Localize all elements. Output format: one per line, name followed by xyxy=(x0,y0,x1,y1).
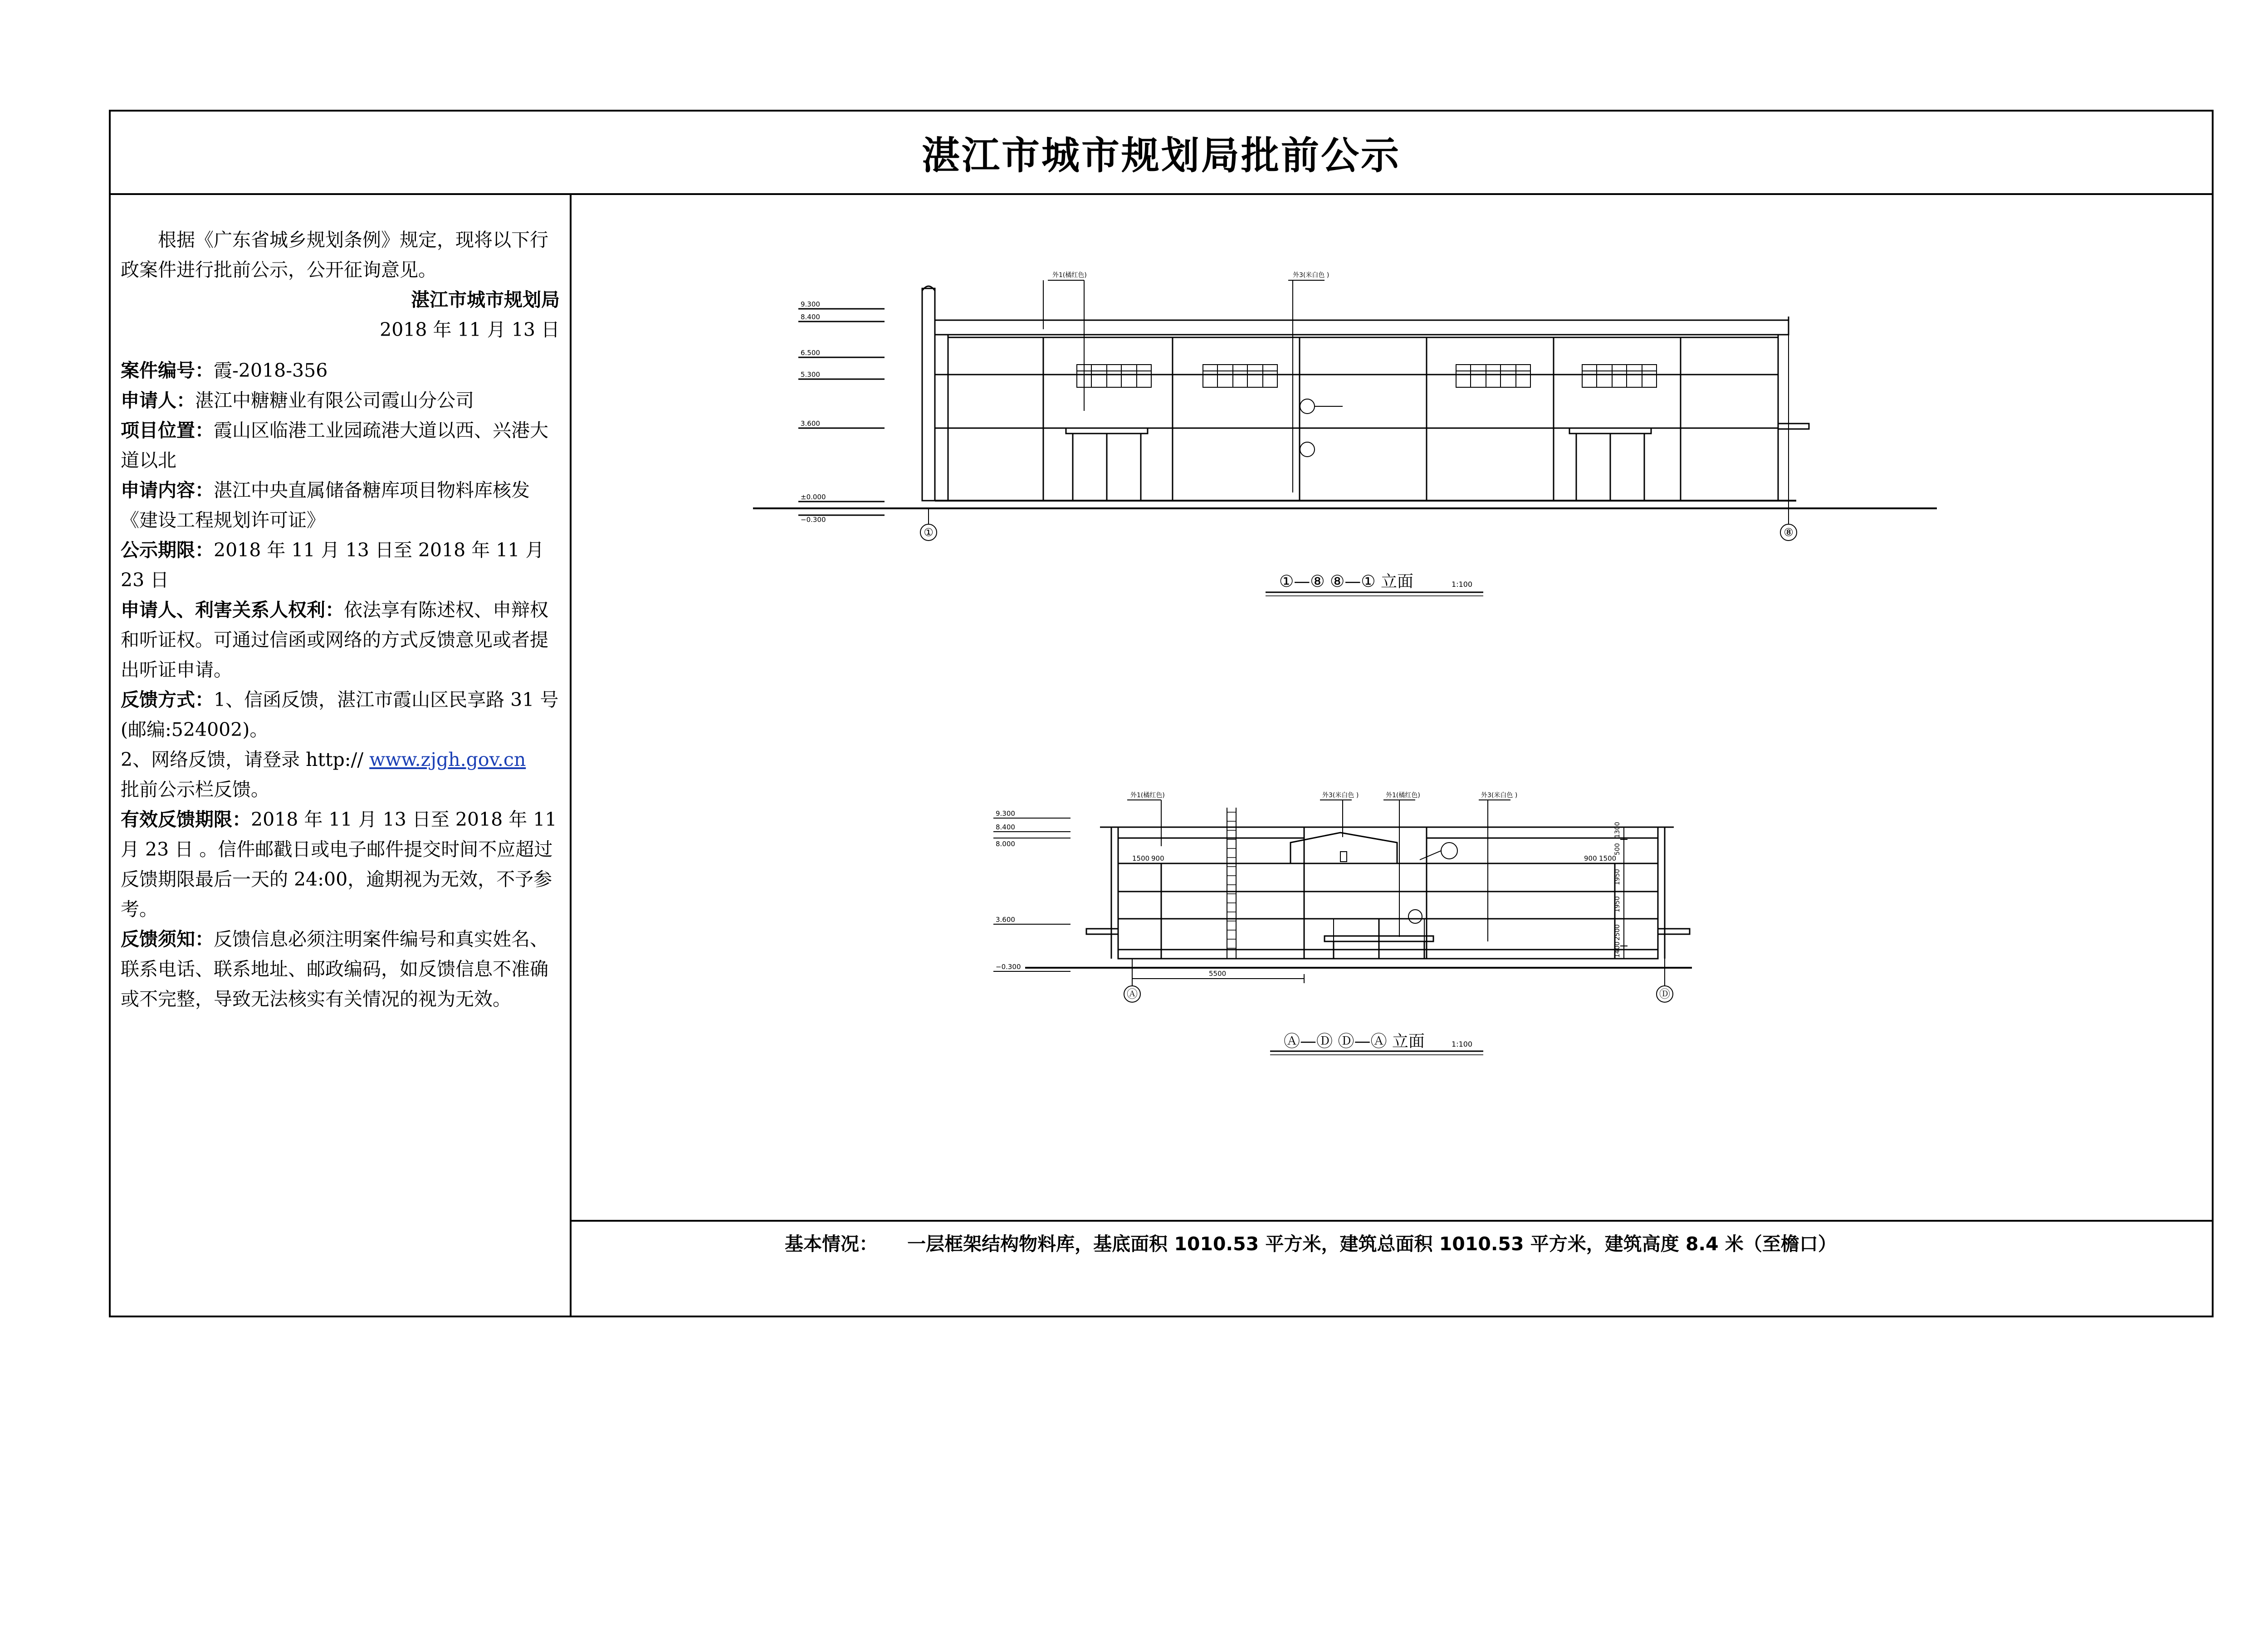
page-title: 湛江市城市规划局批前公示 xyxy=(921,133,1401,178)
case-number-label: 案件编号： xyxy=(121,360,214,381)
notice-period xyxy=(121,535,560,595)
basic-info-text: 一层框架结构物料库，基底面积 1010.53 平方米，建筑总面积 1010.53 平方米，建筑高度 8.4 米（至檐口） xyxy=(907,1233,1837,1255)
feedback-online-post: 批前公示栏反馈。 xyxy=(121,779,269,800)
feedback-online-pre: 2、网络反馈，请登录 http:// xyxy=(121,749,364,770)
elevation-1-caption: ①—⑧ ⑧—① 立面 xyxy=(1279,572,1413,591)
rights-label: 申请人、利害关系人权利： xyxy=(121,599,344,621)
feedback-notice xyxy=(121,924,560,1014)
issuer: 湛江市城市规划局 xyxy=(411,289,560,311)
dim-vertical: 1950 xyxy=(1614,869,1621,885)
elevation-drawings xyxy=(572,193,2212,1222)
case-number-value: 霞-2018-356 xyxy=(214,360,328,381)
basic-info-row xyxy=(572,1220,2212,1316)
elev2-label: 9.300 xyxy=(996,809,1015,818)
elev1-label: 5.300 xyxy=(801,370,820,379)
applicant-value: 湛江中糖糖业有限公司霞山分公司 xyxy=(195,390,474,411)
elevation-drawing-svg xyxy=(572,193,2212,1220)
period-value: 2018 年 11 月 13 日至 2018 年 11 月 23 日 xyxy=(121,539,544,591)
dim-vertical: 1300 xyxy=(1614,822,1621,838)
feedback-online xyxy=(121,745,560,804)
material-tag: 外3(米白色 ) xyxy=(1481,792,1518,799)
axis-label: Ⓐ xyxy=(1127,988,1138,1000)
notice-text-column xyxy=(111,193,572,1316)
elev2-label: −0.300 xyxy=(996,963,1021,971)
elev2-label: 3.600 xyxy=(996,916,1015,924)
website-link[interactable]: www.zjgh.gov.cn xyxy=(369,749,526,770)
elev1-label: 8.400 xyxy=(801,313,820,321)
application-content xyxy=(121,475,560,535)
elevation-2-caption: Ⓐ—Ⓓ Ⓓ—Ⓐ 立面 xyxy=(1284,1032,1425,1051)
elev2-label: 8.000 xyxy=(996,840,1015,848)
dim-vertical: 1950 xyxy=(1614,896,1621,912)
valid-value: 2018 年 11 月 13 日至 2018 年 11 月 23 日 。信件邮戳日或电子邮件提交时间不应超过反馈期限最后一天的 24:00，逾期视为无效，不予参考。 xyxy=(121,809,557,920)
feedback-label: 反馈方式： xyxy=(121,689,214,711)
content-value: 湛江中央直属储备糖库项目物料库核发《建设工程规划许可证》 xyxy=(121,479,530,531)
material-tag: 外1(橘红色) xyxy=(1386,792,1420,799)
elevation-1 xyxy=(753,280,1937,596)
content-label: 申请内容： xyxy=(121,479,214,501)
notice-table xyxy=(109,110,2214,1317)
rights-value: 依法享有陈述权、申辩权和听证权。可通过信函或网络的方式反馈意见或者提出听证申请。 xyxy=(121,599,548,681)
elevation-1-scale: 1:100 xyxy=(1452,580,1473,589)
drawing-column xyxy=(572,193,2212,1316)
dim-vertical: 1400 xyxy=(1614,941,1621,958)
valid-feedback-period xyxy=(121,804,560,924)
rights xyxy=(121,595,560,685)
basic-info-label: 基本情况： xyxy=(785,1233,878,1255)
elev1-label: 6.500 xyxy=(801,349,820,357)
dim-vertical: 500 xyxy=(1614,843,1621,855)
elevation-2 xyxy=(993,800,1692,1055)
elev1-label: −0.300 xyxy=(801,516,826,524)
elev1-label: 9.300 xyxy=(801,300,820,308)
notice-label: 反馈须知： xyxy=(121,928,214,950)
title-row xyxy=(111,112,2212,195)
dim-label: 1500 xyxy=(1132,854,1150,863)
elev2-label: 8.400 xyxy=(996,823,1015,831)
dim-label: 900 xyxy=(1584,854,1597,863)
axis-label: Ⓓ xyxy=(1659,988,1670,1000)
axis-label: ⑧ xyxy=(1784,526,1794,539)
feedback-method xyxy=(121,685,560,745)
material-tag: 外1(橘红色) xyxy=(1130,792,1165,799)
case-number xyxy=(121,356,560,385)
material-tag: 外3(米白色 ) xyxy=(1293,272,1330,279)
feedback-mail: 1、信函反馈，湛江市霞山区民享路 31 号(邮编:524002)。 xyxy=(121,689,559,741)
notice-value: 反馈信息必须注明案件编号和真实姓名、联系电话、联系地址、邮政编码，如反馈信息不准确或不完整，导致无法核实有关情况的视为无效。 xyxy=(121,928,548,1010)
dim-label: 900 xyxy=(1151,854,1164,863)
material-tag: 外1(橘红色) xyxy=(1052,272,1087,279)
elev1-label: 3.600 xyxy=(801,419,820,428)
applicant xyxy=(121,385,560,415)
location-value: 霞山区临港工业园疏港大道以西、兴港大道以北 xyxy=(121,419,548,471)
applicant-label: 申请人： xyxy=(121,390,195,411)
valid-label: 有效反馈期限： xyxy=(121,809,251,830)
elevation-2-scale: 1:100 xyxy=(1452,1040,1473,1048)
axis-label: ① xyxy=(924,526,934,539)
dim-label: 5500 xyxy=(1209,970,1227,978)
intro-text: 根据《广东省城乡规划条例》规定，现将以下行政案件进行批前公示，公开征询意见。 xyxy=(121,229,548,281)
elev1-label: ±0.000 xyxy=(801,493,826,501)
dim-vertical: 2500 xyxy=(1614,924,1621,941)
basic-info xyxy=(785,1229,1837,1256)
material-tag: 外3(米白色 ) xyxy=(1322,792,1359,799)
period-label: 公示期限： xyxy=(121,539,214,561)
location-label: 项目位置： xyxy=(121,419,214,441)
dim-label: 1500 xyxy=(1599,854,1617,863)
project-location xyxy=(121,415,560,475)
issue-date: 2018 年 11 月 13 日 xyxy=(380,319,560,341)
